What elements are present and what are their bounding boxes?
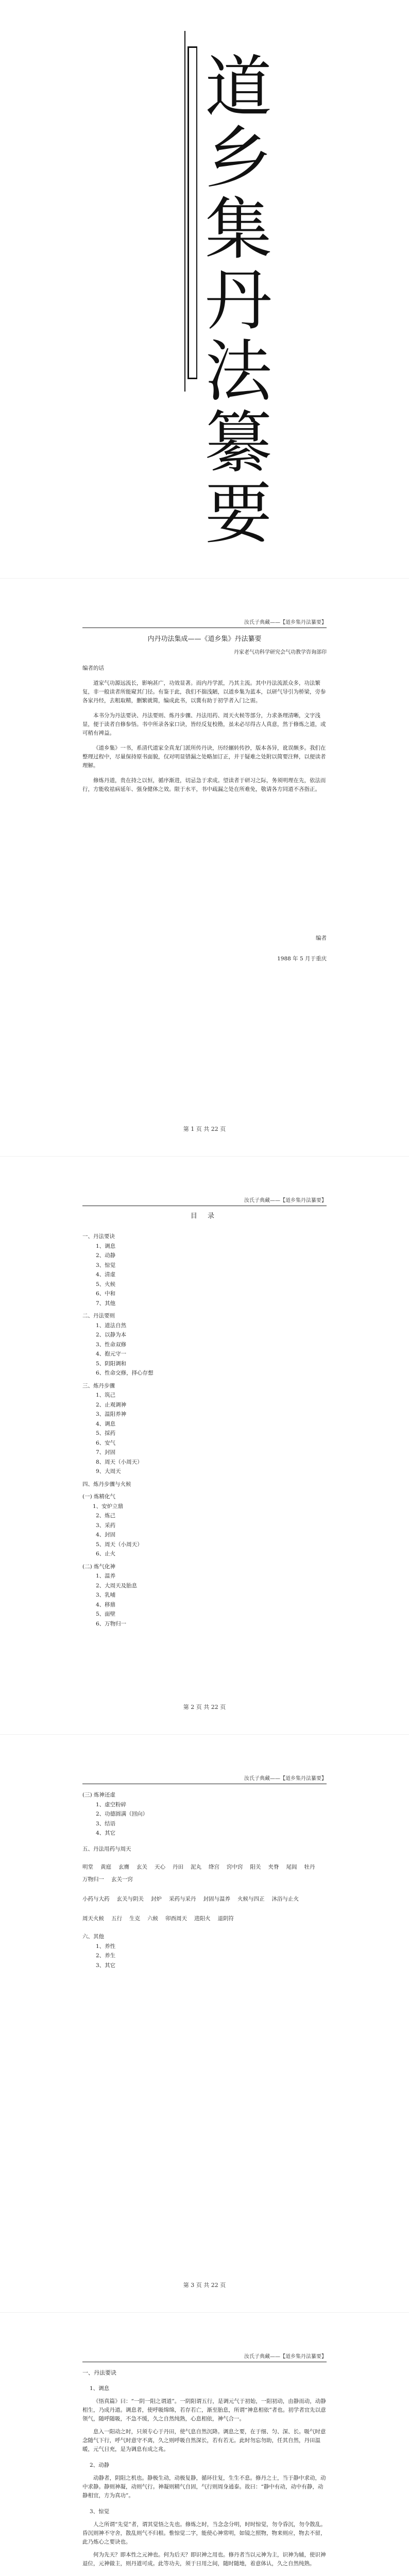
running-header: 汝氏子典藏——【道乡集丹法纂要】 <box>82 618 327 628</box>
term: 小药与大药 <box>82 1896 110 1902</box>
body-paragraph: 动静者，阴阳之机也。静极生动，动极复静，循环往复，生生不息。修丹之士，当于静中求动，动中求静。静则神凝，动则气行。神凝则精气自固，气行则周身通泰。故曰：“静中有动，动中有静，动静相宜，方为真功”。 <box>82 2475 326 2499</box>
section-heading: 六、其他 <box>82 1934 104 1940</box>
terms-list <box>82 1790 327 1970</box>
page-footer: 第 3 页 共 22 页 <box>183 2282 226 2289</box>
term: 阳关 <box>250 1864 261 1870</box>
body-paragraph: 息入一阳动之时，只须专心于丹田，使气息自然沉降。调息之要，在于细、匀、深、长。吸气时意念随气下行，呼气时意守不离，久之则呼吸自然深长，若有若无。此时勿忘勿助，任其自然，丹田温暖，元气日充，是为调息有成之兆。 <box>82 2429 326 2452</box>
toc-item[interactable]: 6、性命交修，择心存想 <box>96 1370 154 1376</box>
term: 尾闾 <box>286 1864 297 1870</box>
preface-page <box>0 578 409 1157</box>
list-item: 1、养性 <box>96 1943 116 1950</box>
cover-page <box>0 0 409 578</box>
toc-item[interactable]: 2、动静 <box>96 1252 116 1259</box>
toc-item[interactable]: 5、面壁 <box>96 1611 116 1617</box>
toc-item[interactable]: 4、移鼎 <box>96 1601 116 1608</box>
toc-item[interactable]: 4、清虚 <box>96 1272 116 1278</box>
term: 五行 <box>111 1916 122 1922</box>
term: 沐浴与止火 <box>271 1896 299 1902</box>
list-item: 3、其它 <box>96 1962 116 1969</box>
preface-date: 1988 年 5 月于重庆 <box>277 956 327 962</box>
term: 明堂 <box>82 1864 93 1870</box>
subsection-heading: 3、惊觉 <box>90 2509 110 2515</box>
term: 夹脊 <box>268 1864 279 1870</box>
term: 六候 <box>147 1916 158 1922</box>
subsection-heading: 1、调息 <box>90 2385 110 2392</box>
cover-char: 法 <box>204 332 272 411</box>
toc-item[interactable]: 3、性命双修 <box>96 1341 127 1348</box>
term: 窍中窍 <box>227 1864 243 1870</box>
toc-item[interactable]: 4、封固 <box>96 1532 116 1538</box>
page-footer: 第 2 页 共 22 页 <box>183 1704 226 1710</box>
toc-item[interactable]: 2、大周天及胎息 <box>96 1582 138 1589</box>
terms-page <box>0 1734 409 2313</box>
list-item: 1、虚空粉碎 <box>96 1801 127 1808</box>
toc-item[interactable]: 5、火候 <box>96 1281 116 1287</box>
toc-title: 目 录 <box>190 1212 219 1220</box>
body-paragraph: 何为先天？即本性之元神也。何为后天？即识神之用也。修丹者当以元神为主，识神为辅，使识神退位，元神做主，则丹道可成。此等功夫，须于日用之间，随时随地，着意体认，久之自然纯熟。 <box>82 2552 326 2567</box>
cover-char: 乡 <box>204 119 272 197</box>
section-heading: 一、丹法要诀 <box>82 2369 116 2376</box>
term: 玄膺 <box>118 1864 129 1870</box>
term: 泥丸 <box>191 1864 201 1870</box>
toc-section[interactable]: 一、丹法要诀 <box>82 1233 115 1240</box>
term: 周天火候 <box>82 1916 104 1922</box>
term: 天心 <box>155 1864 165 1870</box>
cover-char: 丹 <box>204 261 272 340</box>
toc-item[interactable]: 8、周天（小周天） <box>96 1459 143 1465</box>
toc-item[interactable]: 1、安炉立鼎 <box>93 1503 124 1510</box>
list-item: 2、功德圆满（回向） <box>96 1811 148 1817</box>
toc-item[interactable]: 3、惊觉 <box>96 1262 116 1268</box>
toc-item[interactable]: 1、调息 <box>96 1243 116 1249</box>
term: 卯酉周天 <box>165 1916 187 1922</box>
subsection-heading: 2、动静 <box>90 2462 110 2468</box>
toc-item[interactable]: 9、大周天 <box>96 1468 121 1475</box>
term: 玄关 <box>137 1864 147 1870</box>
running-header: 汝氏子典藏——【道乡集丹法纂要】 <box>82 1196 327 1206</box>
toc-item[interactable]: 7、封固 <box>96 1449 116 1455</box>
toc-section[interactable]: 二、丹法要则 <box>82 1313 115 1319</box>
preface-paragraph: 《道乡集》一书，系清代道家全真龙门派所传丹诀，历经辗转传抄，版本各异，讹误颇多。我们在整理过程中，尽量保持原书面貌，仅对明显错漏之处略加订正，并于疑难之处附以简要注释，以便读者理解。 <box>82 745 326 769</box>
toc-item[interactable]: 1、筑己 <box>96 1392 116 1398</box>
body-text <box>82 2368 327 2572</box>
running-header: 汝氏子典藏——【道乡集丹法纂要】 <box>82 2352 327 2362</box>
term: 绛宫 <box>209 1864 219 1870</box>
page-footer: 第 1 页 共 22 页 <box>183 1126 226 1132</box>
toc-section[interactable]: (一) 炼精化气 <box>82 1494 116 1500</box>
toc-section[interactable]: 四、炼丹步骤与火候 <box>82 1481 131 1487</box>
toc-item[interactable]: 2、以静为本 <box>96 1332 127 1338</box>
toc-item[interactable]: 6、止火 <box>96 1551 116 1557</box>
toc-item[interactable]: 6、万物归一 <box>96 1620 127 1627</box>
toc-item[interactable]: 3、采药 <box>96 1522 116 1529</box>
term: 丹田 <box>173 1864 183 1870</box>
list-heading: (三) 炼神还虚 <box>82 1792 116 1798</box>
cover-title <box>195 48 282 553</box>
toc-item[interactable]: 2、止观调神 <box>96 1401 127 1408</box>
preface-paragraph: 道家气功源远流长，影响甚广，功效显著。而内丹学派，乃其主流。其中丹法流派众多，功法繁复，非一般读者所能窥其门径。有鉴于此，我们不揣浅陋，以道乡集为蓝本，以研气导引为桥梁，旁参各家丹经，去粗取精，删繁就简，编成此书，以冀有助于初学者入门之需。 <box>82 680 326 704</box>
toc-item[interactable]: 7、其他 <box>96 1300 116 1307</box>
term: 封炉 <box>151 1896 162 1902</box>
list-item: 3、结语 <box>96 1820 116 1827</box>
toc-list <box>82 1229 327 1629</box>
toc-item[interactable]: 1、道法自然 <box>96 1322 127 1329</box>
section-heading: 五、丹法用药与周天 <box>82 1845 131 1852</box>
preface-signature: 编者 <box>316 935 327 941</box>
term: 采药与采丹 <box>169 1896 196 1902</box>
cover-char: 要 <box>204 474 272 553</box>
preface-affiliation: 丹家老气功科学研究会气功教学咨询部印 <box>234 650 327 655</box>
term: 火候与四正 <box>237 1896 265 1902</box>
toc-item[interactable]: 3、温阳养神 <box>96 1411 127 1417</box>
preface-paragraph: 修炼丹道，贵在持之以恒，循序渐进，切忌急于求成。望读者于研习之际，务须明理在先，依法而行，方能收祛病延年、强身健体之效。限于水平，书中疏漏之处在所难免，敬请各方同道不吝指正。 <box>82 777 326 792</box>
list-item: 2、养生 <box>96 1953 116 1959</box>
term: 退阴符 <box>217 1916 234 1922</box>
term-block <box>82 1893 327 1905</box>
preface-body <box>82 664 327 800</box>
term-block <box>82 1861 327 1886</box>
toc-item[interactable]: 5、周天（小周天） <box>96 1541 143 1548</box>
toc-item[interactable]: 5、採药 <box>96 1430 116 1436</box>
toc-item[interactable]: 4、抱元守一 <box>96 1351 127 1357</box>
toc-item[interactable]: 6、安气 <box>96 1439 116 1446</box>
toc-item[interactable]: 6、中和 <box>96 1291 116 1297</box>
body-paragraph: 《悟真篇》曰：“一阴一阳之谓道”。一阴阳谓五行，是调元气于初始，一阳初动，由静而动，动静相生，乃成丹道。调息者，使呼吸绵绵，若存若亡，渐至胎息，所谓“神息相依”者也。初学者宜先以意领气，随呼随吸，不急不缓，久之自然纯熟，心息相依，神气合一。 <box>82 2398 326 2422</box>
term-block <box>82 1912 327 1925</box>
toc-item[interactable]: 4、调息 <box>96 1420 116 1427</box>
preface-paragraph: 编者的话 <box>82 665 104 671</box>
term: 生克 <box>129 1916 140 1922</box>
toc-item[interactable]: 2、炼己 <box>96 1513 116 1519</box>
toc-item[interactable]: 3、乳哺 <box>96 1592 116 1598</box>
list-item: 4、其它 <box>96 1830 116 1836</box>
term: 黄庭 <box>100 1864 111 1870</box>
toc-item[interactable]: 5、阴阳调和 <box>96 1360 127 1367</box>
cover-char: 纂 <box>204 403 272 482</box>
body-page <box>0 2312 409 2576</box>
toc-section[interactable]: 三、炼丹步骤 <box>82 1382 115 1389</box>
cover-char: 道 <box>204 48 272 126</box>
term: 玄关一窍 <box>111 1876 133 1883</box>
toc-page <box>0 1156 409 1735</box>
term: 进阳火 <box>194 1916 211 1922</box>
toc-section[interactable]: (二) 炼气化神 <box>82 1563 116 1570</box>
term: 牡丹 <box>304 1864 315 1870</box>
preface-title: 内丹功法集成——《道乡集》丹法纂要 <box>147 635 262 643</box>
preface-paragraph: 本书分为丹法要诀、丹法要则、炼丹步骤、丹法用药、周天火候等部分，力求条理清晰，文字浅显，便于读者自修参悟。书中所录各家口诀，皆经反复校勘，虽未必尽得古人真意，然于修炼之道，或可稍有裨益。 <box>82 713 326 736</box>
cover-char: 集 <box>204 190 272 268</box>
cover-rule <box>184 31 185 392</box>
term: 玄关与阴关 <box>116 1896 144 1902</box>
term: 封固与温养 <box>203 1896 230 1902</box>
running-header: 汝氏子典藏——【道乡集丹法纂要】 <box>82 1774 327 1784</box>
toc-item[interactable]: 1、温养 <box>96 1573 116 1579</box>
body-paragraph: 人之所谓“先觉”者，谓其觉悟之先也。修炼之时，当念念分明，时时惊觉，勿令昏沉，勿令散乱。昏沉则神不守舍，散乱则气不归根。惟惊觉二字，能使心神常明，如镜之照物，物来则应，物去不留，此乃炼心之要诀也。 <box>82 2521 326 2545</box>
term: 万物归一 <box>82 1876 104 1883</box>
